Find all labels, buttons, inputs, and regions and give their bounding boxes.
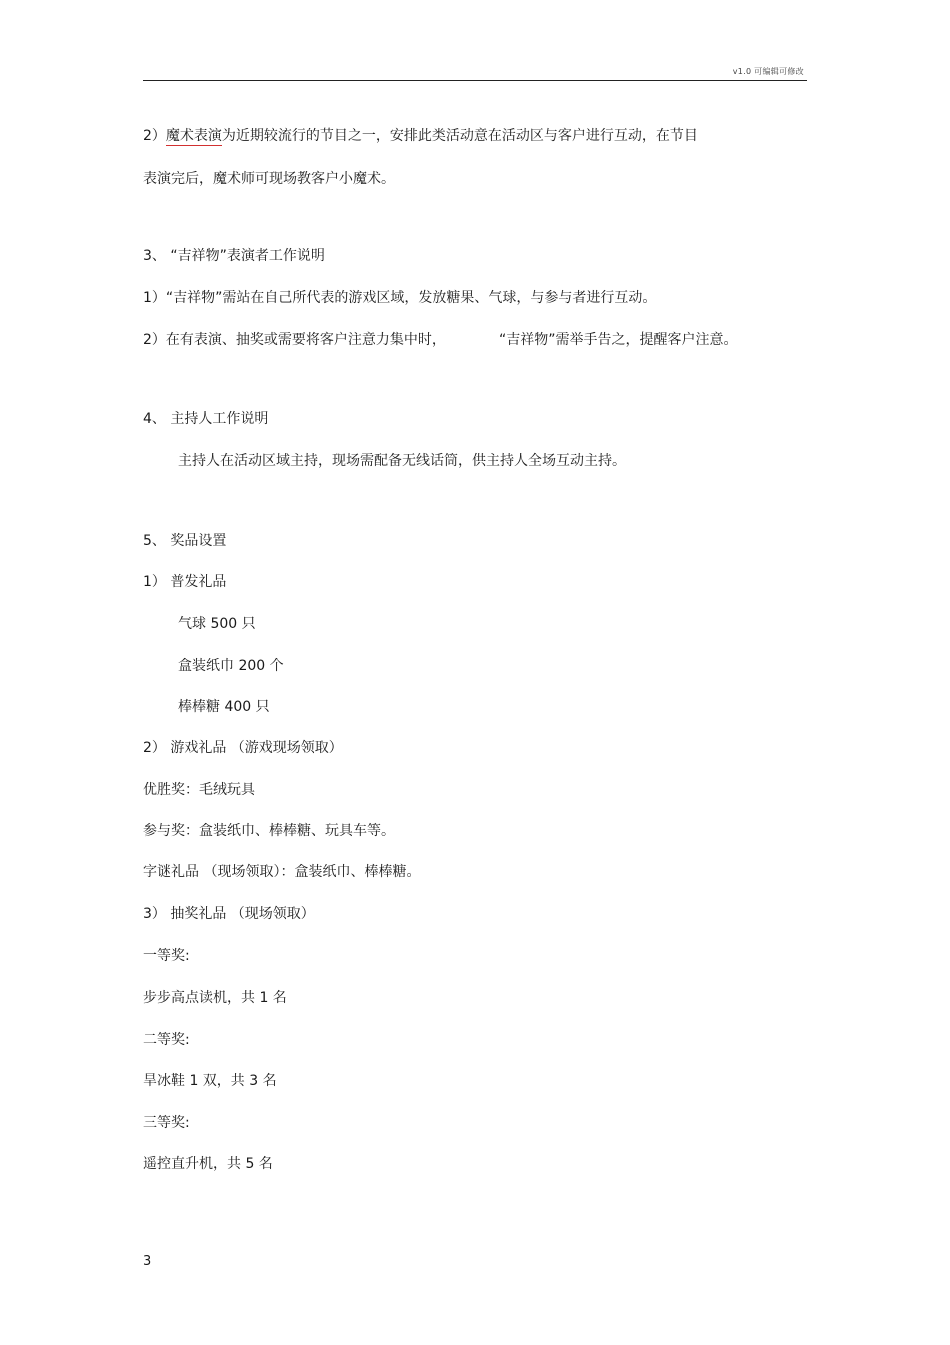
para-magic-show-cont: 表演完后，魔术师可现场教客户小魔术。 — [143, 171, 395, 187]
section-4-heading: 4、 主持人工作说明 — [143, 411, 269, 427]
gift-item: 盒装纸巾 200 个 — [178, 658, 284, 674]
section-3-item-2a: 2）在有表演、抽奖或需要将客户注意力集中时， — [143, 332, 446, 348]
prize-winner: 优胜奖：毛绒玩具 — [143, 782, 255, 798]
header-rule — [143, 80, 807, 81]
prize-riddle: 字谜礼品 （现场领取）：盒装纸巾、棒棒糖。 — [143, 864, 421, 880]
subsection-2-heading: 2） 游戏礼品 （游戏现场领取） — [143, 740, 343, 756]
section-3-item-1: 1）“吉祥物”需站在自己所代表的游戏区域，发放糖果、气球，与参与者进行互动。 — [143, 290, 657, 306]
section-5-heading: 5、 奖品设置 — [143, 533, 227, 549]
second-prize-label: 二等奖: — [143, 1032, 190, 1048]
section-3-heading: 3、 “吉祥物”表演者工作说明 — [143, 248, 325, 264]
para-text: 为近期较流行的节目之一，安排此类活动意在活动区与客户进行互动，在节目 — [221, 128, 698, 144]
first-prize-item: 步步高点读机，共 1 名 — [143, 990, 287, 1006]
header-version-note: v1.0 可编辑可修改 — [732, 67, 804, 76]
para-magic-show — [143, 127, 698, 145]
third-prize-item: 遥控直升机，共 5 名 — [143, 1156, 273, 1172]
underlined-term: 魔术表演 — [165, 128, 222, 144]
gift-item: 棒棒糖 400 只 — [178, 699, 270, 715]
section-4-text: 主持人在活动区域主持，现场需配备无线话筒，供主持人全场互动主持。 — [178, 453, 626, 469]
subsection-3-heading: 3） 抽奖礼品 （现场领取） — [143, 906, 315, 922]
gift-item: 气球 500 只 — [178, 616, 256, 632]
first-prize-label: 一等奖: — [143, 948, 190, 964]
para-marker: 2） — [143, 128, 166, 144]
prize-participant: 参与奖：盒装纸巾、棒棒糖、玩具车等。 — [143, 823, 395, 839]
section-3-item-2b: “吉祥物”需举手告之，提醒客户注意。 — [499, 332, 738, 348]
second-prize-item: 旱冰鞋 1 双，共 3 名 — [143, 1073, 277, 1089]
third-prize-label: 三等奖: — [143, 1115, 190, 1131]
subsection-1-heading: 1） 普发礼品 — [143, 574, 227, 590]
page-number: 3 — [143, 1254, 152, 1269]
